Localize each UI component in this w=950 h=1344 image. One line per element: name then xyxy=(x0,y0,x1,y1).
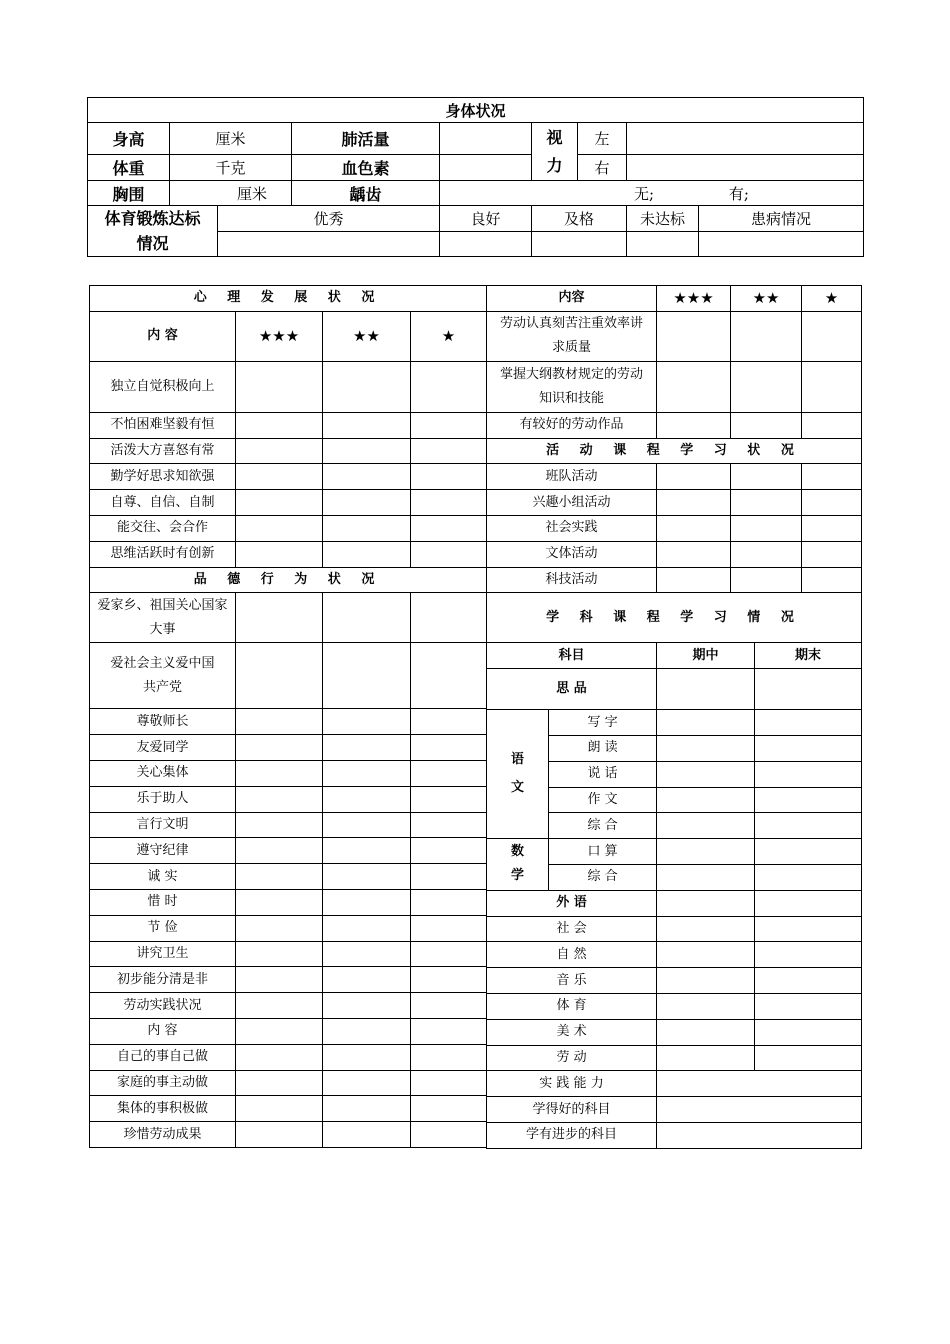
psych-item: 勤学好思求知欲强 xyxy=(90,464,236,490)
subject-shuxue xyxy=(487,839,549,891)
vision-left-label: 左 xyxy=(578,123,627,155)
moral-item: 家庭的事主动做 xyxy=(90,1070,236,1096)
grade-cell[interactable] xyxy=(411,1018,487,1044)
level-good: 良好 xyxy=(440,206,532,232)
moral-item: 遵守纪律 xyxy=(90,838,236,864)
shuxue-item: 综 合 xyxy=(549,864,657,890)
sport-label-line1: 体育锻炼达标 xyxy=(104,209,201,228)
vision-right-value[interactable] xyxy=(627,155,864,181)
score-cell[interactable] xyxy=(755,710,862,736)
summary-good-subjects: 学得好的科目 xyxy=(487,1097,657,1123)
moral-item: 集体的事积极做 xyxy=(90,1096,236,1122)
grade-cell[interactable] xyxy=(411,993,487,1019)
grade-cell[interactable] xyxy=(236,1122,323,1148)
level-fail-value[interactable] xyxy=(627,231,699,257)
grade-cell[interactable] xyxy=(411,915,487,941)
grade-cell[interactable] xyxy=(236,760,323,786)
grade-cell[interactable] xyxy=(411,735,487,761)
subject-header-name: 科目 xyxy=(487,643,657,669)
subject-waiyu: 外 语 xyxy=(487,890,657,916)
physical-title: 身体状况 xyxy=(88,98,864,123)
psych-item: 自尊、自信、自制 xyxy=(90,490,236,516)
grade-cell[interactable] xyxy=(411,838,487,864)
grade-cell[interactable] xyxy=(236,941,323,967)
grade-cell[interactable] xyxy=(323,541,411,567)
grade-cell[interactable] xyxy=(802,311,862,361)
grade-cell[interactable] xyxy=(411,593,487,643)
grade-cell[interactable] xyxy=(236,464,323,490)
grade-cell[interactable] xyxy=(323,515,411,541)
grade-cell[interactable] xyxy=(411,786,487,812)
hemo-value[interactable] xyxy=(440,155,532,181)
yuwen-item: 写 字 xyxy=(549,710,657,736)
subject-item: 社 会 xyxy=(487,916,657,942)
yuwen-item: 说 话 xyxy=(549,761,657,787)
chest-unit: 厘米 xyxy=(170,181,292,206)
grade-cell[interactable] xyxy=(323,709,411,735)
score-cell[interactable] xyxy=(657,1045,755,1071)
summary-value[interactable] xyxy=(657,1097,862,1123)
grade-cell[interactable] xyxy=(731,567,802,593)
moral-item: 劳动实践状况 xyxy=(90,993,236,1019)
grade-cell[interactable] xyxy=(236,993,323,1019)
grade-cell[interactable] xyxy=(236,812,323,838)
grade-cell[interactable] xyxy=(236,490,323,516)
one-star-header: ★ xyxy=(802,286,862,312)
grade-cell[interactable] xyxy=(411,889,487,915)
activity-title: 活 动 课 程 学 习 状 况 xyxy=(487,438,862,464)
caries-options xyxy=(440,181,864,206)
right-table xyxy=(486,285,862,1149)
activity-item: 社会实践 xyxy=(487,515,657,541)
two-star-header: ★★ xyxy=(323,311,411,361)
grade-cell[interactable] xyxy=(802,541,862,567)
subject-item: 音 乐 xyxy=(487,968,657,994)
height-label: 身高 xyxy=(88,123,170,155)
activity-item: 文体活动 xyxy=(487,541,657,567)
grade-cell[interactable] xyxy=(731,541,802,567)
grade-cell[interactable] xyxy=(411,412,487,438)
psych-item: 不怕困难坚毅有恒 xyxy=(90,412,236,438)
moral-item: 乐于助人 xyxy=(90,786,236,812)
subject-yuwen-text: 语文 xyxy=(510,752,524,796)
vision-label xyxy=(532,123,578,181)
grade-cell[interactable] xyxy=(411,967,487,993)
caries-yes: 有; xyxy=(728,184,749,203)
grade-cell[interactable] xyxy=(657,311,731,361)
grade-cell[interactable] xyxy=(657,541,731,567)
three-star-header: ★★★ xyxy=(236,311,323,361)
labor-item: 劳动认真刻苦注重效率讲求质量 xyxy=(487,311,657,361)
weight-label: 体重 xyxy=(88,155,170,181)
moral-item: 爱家乡、祖国关心国家大事 xyxy=(90,593,236,643)
moral-item: 关心集体 xyxy=(90,760,236,786)
subject-header-midterm: 期中 xyxy=(657,643,755,669)
grade-cell[interactable] xyxy=(731,412,802,438)
summary-practice: 实 践 能 力 xyxy=(487,1071,657,1097)
labor-content-header: 内容 xyxy=(487,286,657,312)
sport-label-line2: 情况 xyxy=(136,234,169,253)
grade-cell[interactable] xyxy=(802,515,862,541)
grade-cell[interactable] xyxy=(411,812,487,838)
psych-item: 独立自觉积极向上 xyxy=(90,361,236,412)
score-cell[interactable] xyxy=(755,942,862,968)
moral-item: 言行文明 xyxy=(90,812,236,838)
grade-cell[interactable] xyxy=(236,361,323,412)
labor-item: 掌握大纲教材规定的劳动知识和技能 xyxy=(487,361,657,412)
yuwen-item: 综 合 xyxy=(549,813,657,839)
score-cell[interactable] xyxy=(755,839,862,865)
three-star-header: ★★★ xyxy=(657,286,731,312)
score-cell[interactable] xyxy=(657,864,755,890)
score-cell[interactable] xyxy=(657,710,755,736)
level-excellent: 优秀 xyxy=(218,206,440,232)
subject-shuxue-text: 数学 xyxy=(510,844,524,884)
grade-cell[interactable] xyxy=(323,593,411,643)
level-ill-value[interactable] xyxy=(699,231,864,257)
score-cell[interactable] xyxy=(755,669,862,710)
grade-cell[interactable] xyxy=(323,993,411,1019)
score-cell[interactable] xyxy=(755,1019,862,1045)
grade-cell[interactable] xyxy=(323,464,411,490)
grade-cell[interactable] xyxy=(323,967,411,993)
psych-item: 思维活跃时有创新 xyxy=(90,541,236,567)
grade-cell[interactable] xyxy=(236,864,323,890)
grade-cell[interactable] xyxy=(657,567,731,593)
grade-cell[interactable] xyxy=(236,541,323,567)
activity-item: 班队活动 xyxy=(487,464,657,490)
grade-cell[interactable] xyxy=(236,1044,323,1070)
physical-table xyxy=(87,97,864,257)
grade-cell[interactable] xyxy=(323,760,411,786)
score-cell[interactable] xyxy=(657,942,755,968)
grade-cell[interactable] xyxy=(323,812,411,838)
vision-left-value[interactable] xyxy=(627,123,864,155)
score-cell[interactable] xyxy=(657,761,755,787)
grade-cell[interactable] xyxy=(323,361,411,412)
score-cell[interactable] xyxy=(755,890,862,916)
grade-cell[interactable] xyxy=(236,735,323,761)
subject-item: 体 育 xyxy=(487,993,657,1019)
moral-item: 节 俭 xyxy=(90,915,236,941)
grade-cell[interactable] xyxy=(411,643,487,709)
psych-content-header: 内 容 xyxy=(90,311,236,361)
subject-yuwen xyxy=(487,710,549,839)
grade-cell[interactable] xyxy=(657,490,731,516)
summary-value[interactable] xyxy=(657,1071,862,1097)
moral-item: 惜 时 xyxy=(90,889,236,915)
score-cell[interactable] xyxy=(657,669,755,710)
grade-cell[interactable] xyxy=(411,941,487,967)
yuwen-item: 朗 读 xyxy=(549,735,657,761)
grade-cell[interactable] xyxy=(411,438,487,464)
caries-label: 龋齿 xyxy=(292,181,440,206)
grade-cell[interactable] xyxy=(411,515,487,541)
grade-cell[interactable] xyxy=(236,1096,323,1122)
yuwen-item: 作 文 xyxy=(549,787,657,813)
score-cell[interactable] xyxy=(657,813,755,839)
grade-cell[interactable] xyxy=(802,361,862,412)
height-unit: 厘米 xyxy=(170,123,292,155)
score-cell[interactable] xyxy=(755,735,862,761)
grade-cell[interactable] xyxy=(802,567,862,593)
grade-cell[interactable] xyxy=(731,361,802,412)
grade-cell[interactable] xyxy=(411,541,487,567)
level-pass-value[interactable] xyxy=(532,231,627,257)
grade-cell[interactable] xyxy=(411,490,487,516)
one-star-header: ★ xyxy=(411,311,487,361)
summary-improved-subjects: 学有进步的科目 xyxy=(487,1122,657,1148)
grade-cell[interactable] xyxy=(323,864,411,890)
sport-label xyxy=(88,206,218,257)
moral-item: 尊敬师长 xyxy=(90,709,236,735)
subject-item: 劳 动 xyxy=(487,1045,657,1071)
grade-cell[interactable] xyxy=(236,1070,323,1096)
score-cell[interactable] xyxy=(657,735,755,761)
moral-item: 自己的事自己做 xyxy=(90,1044,236,1070)
psych-title: 心 理 发 展 状 况 xyxy=(90,286,487,312)
grade-cell[interactable] xyxy=(236,438,323,464)
grade-cell[interactable] xyxy=(236,515,323,541)
score-cell[interactable] xyxy=(755,968,862,994)
level-excellent-value[interactable] xyxy=(218,231,440,257)
grade-cell[interactable] xyxy=(236,838,323,864)
subject-item: 美 术 xyxy=(487,1019,657,1045)
score-cell[interactable] xyxy=(755,916,862,942)
grade-cell[interactable] xyxy=(802,490,862,516)
grade-cell[interactable] xyxy=(411,1096,487,1122)
moral-item: 初步能分清是非 xyxy=(90,967,236,993)
grade-cell[interactable] xyxy=(236,412,323,438)
moral-item: 珍惜劳动成果 xyxy=(90,1122,236,1148)
summary-value[interactable] xyxy=(657,1122,862,1148)
lung-value[interactable] xyxy=(440,123,532,155)
moral-item: 内 容 xyxy=(90,1018,236,1044)
grade-cell[interactable] xyxy=(411,709,487,735)
grade-cell[interactable] xyxy=(411,760,487,786)
level-good-value[interactable] xyxy=(440,231,532,257)
activity-item: 科技活动 xyxy=(487,567,657,593)
grade-cell[interactable] xyxy=(236,643,323,709)
score-cell[interactable] xyxy=(657,916,755,942)
grade-cell[interactable] xyxy=(411,1044,487,1070)
grade-cell[interactable] xyxy=(323,490,411,516)
grade-cell[interactable] xyxy=(657,515,731,541)
two-star-header: ★★ xyxy=(731,286,802,312)
grade-cell[interactable] xyxy=(323,889,411,915)
grade-cell[interactable] xyxy=(236,1018,323,1044)
grade-cell[interactable] xyxy=(657,412,731,438)
grade-cell[interactable] xyxy=(731,311,802,361)
grade-cell[interactable] xyxy=(236,889,323,915)
grade-cell[interactable] xyxy=(323,1044,411,1070)
grade-cell[interactable] xyxy=(236,593,323,643)
score-cell[interactable] xyxy=(755,1045,862,1071)
moral-item: 诚 实 xyxy=(90,864,236,890)
grade-cell[interactable] xyxy=(323,643,411,709)
score-cell[interactable] xyxy=(657,890,755,916)
grade-cell[interactable] xyxy=(236,786,323,812)
grade-cell[interactable] xyxy=(236,967,323,993)
grade-cell[interactable] xyxy=(411,864,487,890)
grade-cell[interactable] xyxy=(323,1096,411,1122)
grade-cell[interactable] xyxy=(802,464,862,490)
level-pass: 及格 xyxy=(532,206,627,232)
score-cell[interactable] xyxy=(657,839,755,865)
score-cell[interactable] xyxy=(755,813,862,839)
grade-cell[interactable] xyxy=(323,1122,411,1148)
chest-label: 胸围 xyxy=(88,181,170,206)
grade-cell[interactable] xyxy=(323,838,411,864)
score-cell[interactable] xyxy=(657,787,755,813)
grade-cell[interactable] xyxy=(323,438,411,464)
score-cell[interactable] xyxy=(755,864,862,890)
labor-item: 有较好的劳动作品 xyxy=(487,412,657,438)
grade-cell[interactable] xyxy=(323,786,411,812)
caries-no: 无; xyxy=(634,184,655,203)
score-cell[interactable] xyxy=(657,993,755,1019)
moral-item: 友爱同学 xyxy=(90,735,236,761)
score-cell[interactable] xyxy=(755,993,862,1019)
moral-title: 品 德 行 为 状 况 xyxy=(90,567,487,593)
lung-label: 肺活量 xyxy=(292,123,440,155)
level-ill: 患病情况 xyxy=(699,206,864,232)
grade-cell[interactable] xyxy=(236,709,323,735)
subject-header-final: 期末 xyxy=(755,643,862,669)
activity-item: 兴趣小组活动 xyxy=(487,490,657,516)
weight-unit: 千克 xyxy=(170,155,292,181)
grade-cell[interactable] xyxy=(236,915,323,941)
grade-cell[interactable] xyxy=(323,941,411,967)
hemo-label: 血色素 xyxy=(292,155,440,181)
moral-item: 爱社会主义爱中国共产党 xyxy=(90,643,236,709)
left-table xyxy=(89,285,487,1148)
vision-label-text: 视力 xyxy=(546,127,563,175)
grade-cell[interactable] xyxy=(802,412,862,438)
grade-cell[interactable] xyxy=(731,515,802,541)
moral-item: 讲究卫生 xyxy=(90,941,236,967)
grade-cell[interactable] xyxy=(411,361,487,412)
grade-cell[interactable] xyxy=(323,1070,411,1096)
grade-cell[interactable] xyxy=(323,735,411,761)
subject-sixiang: 思 品 xyxy=(487,669,657,710)
grade-cell[interactable] xyxy=(323,412,411,438)
score-cell[interactable] xyxy=(657,1019,755,1045)
score-cell[interactable] xyxy=(755,761,862,787)
grade-cell[interactable] xyxy=(411,1122,487,1148)
score-cell[interactable] xyxy=(755,787,862,813)
psych-item: 能交往、会合作 xyxy=(90,515,236,541)
score-cell[interactable] xyxy=(657,968,755,994)
level-fail: 未达标 xyxy=(627,206,699,232)
shuxue-item: 口 算 xyxy=(549,839,657,865)
grade-cell[interactable] xyxy=(731,490,802,516)
grade-cell[interactable] xyxy=(411,1070,487,1096)
subject-title: 学 科 课 程 学 习 情 况 xyxy=(487,593,862,643)
grade-cell[interactable] xyxy=(657,464,731,490)
grade-cell[interactable] xyxy=(411,464,487,490)
psych-item: 活泼大方喜怒有常 xyxy=(90,438,236,464)
grade-cell[interactable] xyxy=(323,1018,411,1044)
grade-cell[interactable] xyxy=(323,915,411,941)
subject-item: 自 然 xyxy=(487,942,657,968)
grade-cell[interactable] xyxy=(731,464,802,490)
vision-right-label: 右 xyxy=(578,155,627,181)
grade-cell[interactable] xyxy=(657,361,731,412)
